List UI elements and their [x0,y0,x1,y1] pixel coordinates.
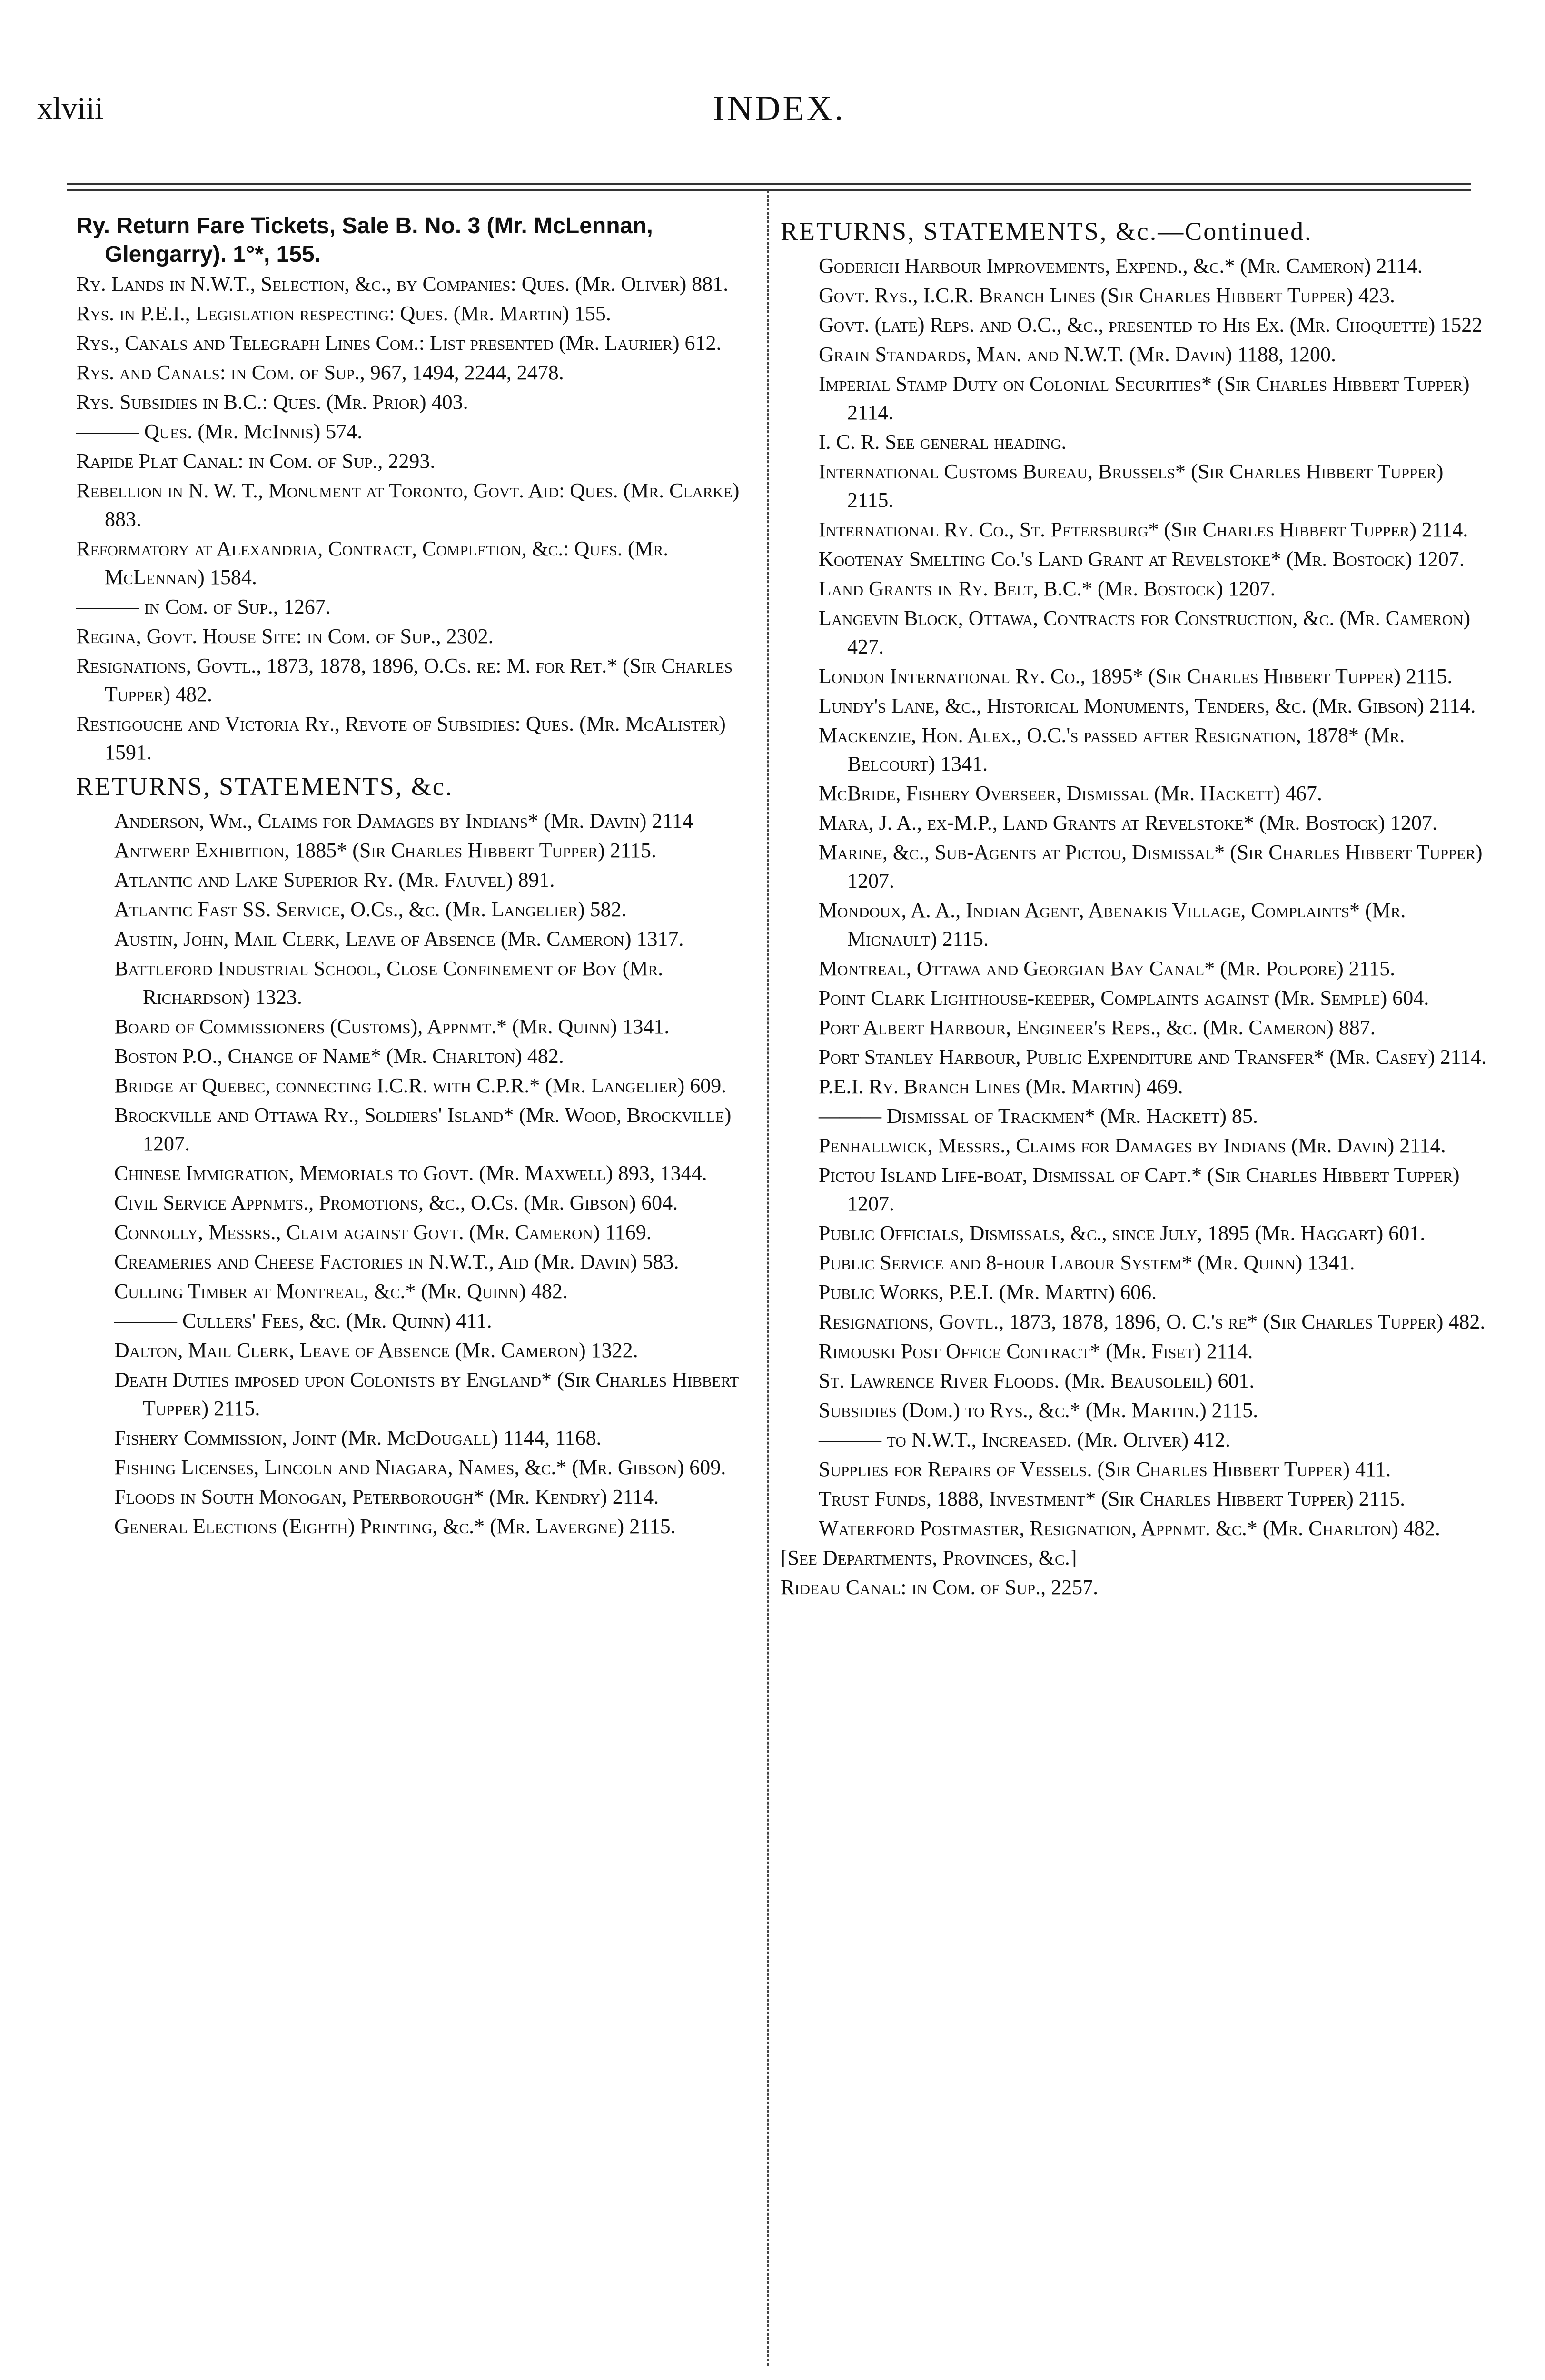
index-entry: Imperial Stamp Duty on Colonial Securities* (Sir Charles Hibbert Tupper) 2114. [819,372,1470,424]
index-entry: Rys. Subsidies in B.C.: Ques. (Mr. Prior) 403. [76,390,468,414]
index-entry: Lundy's Lane, &c., Historical Monuments, Tenders, &c. (Mr. Gibson) 2114. [819,694,1476,717]
index-entry: Civil Service Appnmts., Promotions, &c., O.Cs. (Mr. Gibson) 604. [114,1191,678,1214]
index-entry: Battleford Industrial School, Close Confinement of Boy (Mr. Richardson) 1323. [114,957,664,1009]
index-entry: Mondoux, A. A., Indian Agent, Abenakis Village, Complaints* (Mr. Mignault) 2115. [819,899,1406,951]
index-entry: Grain Standards, Man. and N.W.T. (Mr. Davin) 1188, 1200. [819,343,1336,366]
index-entry: Atlantic and Lake Superior Ry. (Mr. Fauvel) 891. [114,868,555,892]
index-entry: Waterford Postmaster, Resignation, Appnmt. &c.* (Mr. Charlton) 482. [819,1517,1440,1540]
page-title: INDEX. [713,89,846,128]
index-entry: Atlantic Fast SS. Service, O.Cs., &c. (Mr. Langelier) 582. [114,898,627,921]
index-entry: Reformatory at Alexandria, Contract, Completion, &c.: Ques. (Mr. McLennan) 1584. [76,537,669,589]
index-entry: Connolly, Messrs., Claim against Govt. (Mr. Cameron) 1169. [114,1220,652,1244]
page-number: xlviii [37,91,104,126]
index-entry: Montreal, Ottawa and Georgian Bay Canal* (Mr. Poupore) 2115. [819,957,1396,980]
index-entry: Brockville and Ottawa Ry., Soldiers' Island* (Mr. Wood, Brockville) 1207. [114,1103,732,1155]
index-entry: Restigouche and Victoria Ry., Revote of Subsidies: Ques. (Mr. McAlister) 1591. [76,712,726,764]
index-entry: Regina, Govt. House Site: in Com. of Sup., 2302. [76,625,494,648]
index-entry: Boston P.O., Change of Name* (Mr. Charlton) 482. [114,1044,564,1068]
index-entry: Mara, J. A., ex-M.P., Land Grants at Revelstoke* (Mr. Bostock) 1207. [819,811,1437,834]
index-entry: Land Grants in Ry. Belt, B.C.* (Mr. Bostock) 1207. [819,577,1276,600]
index-entry: St. Lawrence River Floods. (Mr. Beausoleil) 601. [819,1369,1255,1392]
header-rule [67,183,1471,185]
index-entry: Antwerp Exhibition, 1885* (Sir Charles Hibbert Tupper) 2115. [114,839,656,862]
index-entry: Goderich Harbour Improvements, Expend., &c.* (Mr. Cameron) 2114. [819,254,1423,278]
index-entry: Ry. Return Fare Tickets, Sale B. No. 3 (Mr. McLennan, Glengarry). 1°*, 155. [76,213,653,267]
index-entry: Dalton, Mail Clerk, Leave of Absence (Mr. Cameron) 1322. [114,1339,638,1362]
header-rule-2 [67,189,1471,191]
index-entry: Anderson, Wm., Claims for Damages by Indians* (Mr. Davin) 2114 [114,809,693,833]
index-entry: Rideau Canal: in Com. of Sup., 2257. [781,1576,1099,1599]
index-entry: Board of Commissioners (Customs), Appnmt.* (Mr. Quinn) 1341. [114,1015,670,1038]
index-entry: Langevin Block, Ottawa, Contracts for Construction, &c. (Mr. Cameron) 427. [819,606,1471,658]
index-entry: Creameries and Cheese Factories in N.W.T., Aid (Mr. Davin) 583. [114,1250,679,1273]
index-entry: Bridge at Quebec, connecting I.C.R. with C.P.R.* (Mr. Langelier) 609. [114,1074,727,1097]
index-entry: Death Duties imposed upon Colonists by England* (Sir Charles Hibbert Tupper) 2115. [114,1368,739,1420]
index-entry: International Customs Bureau, Brussels* (Sir Charles Hibbert Tupper) 2115. [819,460,1444,512]
index-entry: Mackenzie, Hon. Alex., O.C.'s passed after Resignation, 1878* (Mr. Belcourt) 1341. [819,724,1405,775]
section-heading: RETURNS, STATEMENTS, &c.—Continued. [781,217,1313,246]
index-entry: Marine, &c., Sub-Agents at Pictou, Dismissal* (Sir Charles Hibbert Tupper) 1207. [819,841,1483,892]
index-entry: Rys. in P.E.I., Legislation respecting: Ques. (Mr. Martin) 155. [76,302,611,325]
index-entry: ——— in Com. of Sup., 1267. [76,595,331,618]
section-heading: RETURNS, STATEMENTS, &c. [76,772,454,801]
index-entry: Govt. (late) Reps. and O.C., &c., presented to His Ex. (Mr. Choquette) 1522 [819,313,1483,337]
index-entry: Ry. Lands in N.W.T., Selection, &c., by Companies: Ques. (Mr. Oliver) 881. [76,272,729,296]
index-entry: McBride, Fishery Overseer, Dismissal (Mr. Hackett) 467. [819,782,1322,805]
index-entry: Austin, John, Mail Clerk, Leave of Absence (Mr. Cameron) 1317. [114,927,684,951]
index-entry: Supplies for Repairs of Vessels. (Sir Charles Hibbert Tupper) 411. [819,1458,1391,1481]
index-entry: Penhallwick, Messrs., Claims for Damages by Indians (Mr. Davin) 2114. [819,1134,1446,1157]
index-entry: Public Works, P.E.I. (Mr. Martin) 606. [819,1280,1157,1304]
index-entry: Culling Timber at Montreal, &c.* (Mr. Quinn) 482. [114,1279,568,1303]
index-entry: Public Service and 8-hour Labour System* (Mr. Quinn) 1341. [819,1251,1355,1274]
right-column [781,212,1490,1603]
index-entry: Trust Funds, 1888, Investment* (Sir Charles Hibbert Tupper) 2115. [819,1487,1406,1510]
index-entry: I. C. R. See general heading. [819,430,1067,454]
index-entry: Floods in South Monogan, Peterborough* (Mr. Kendry) 2114. [114,1485,659,1508]
index-entry: Rys. and Canals: in Com. of Sup., 967, 1494, 2244, 2478. [76,361,564,384]
index-entry: Fishery Commission, Joint (Mr. McDougall) 1144, 1168. [114,1426,602,1449]
index-entry: Public Officials, Dismissals, &c., since July, 1895 (Mr. Haggart) 601. [819,1221,1426,1245]
index-entry: Fishing Licenses, Lincoln and Niagara, Names, &c.* (Mr. Gibson) 609. [114,1456,726,1479]
index-entry: ——— Cullers' Fees, &c. (Mr. Quinn) 411. [114,1309,492,1332]
index-entry: [See Departments, Provinces, &c.] [781,1546,1077,1569]
index-entry: ——— Ques. (Mr. McInnis) 574. [76,420,363,443]
index-entry: Govt. Rys., I.C.R. Branch Lines (Sir Charles Hibbert Tupper) 423. [819,284,1395,307]
index-entry: Rebellion in N. W. T., Monument at Toronto, Govt. Aid: Ques. (Mr. Clarke) 883. [76,479,740,531]
index-entry: Subsidies (Dom.) to Rys., &c.* (Mr. Martin.) 2115. [819,1398,1258,1422]
index-entry: Port Stanley Harbour, Public Expenditure and Transfer* (Mr. Casey) 2114. [819,1045,1487,1069]
index-entry: London International Ry. Co., 1895* (Sir Charles Hibbert Tupper) 2115. [819,664,1453,688]
index-entry: Rys., Canals and Telegraph Lines Com.: List presented (Mr. Laurier) 612. [76,331,722,355]
index-entry: Resignations, Govtl., 1873, 1878, 1896, O. C.'s re* (Sir Charles Tupper) 482. [819,1310,1486,1333]
index-entry: ——— to N.W.T., Increased. (Mr. Oliver) 412. [819,1428,1231,1451]
index-entry: Rapide Plat Canal: in Com. of Sup., 2293. [76,449,436,473]
index-entry: ——— Dismissal of Trackmen* (Mr. Hackett) 85. [819,1104,1258,1128]
index-entry: P.E.I. Ry. Branch Lines (Mr. Martin) 469. [819,1075,1183,1098]
index-entry: Pictou Island Life-boat, Dismissal of Capt.* (Sir Charles Hibbert Tupper) 1207. [819,1163,1460,1215]
left-column [76,212,771,1542]
index-entry: International Ry. Co., St. Petersburg* (Sir Charles Hibbert Tupper) 2114. [819,518,1468,541]
index-entry: Point Clark Lighthouse-keeper, Complaints against (Mr. Semple) 604. [819,986,1429,1010]
index-entry: Kootenay Smelting Co.'s Land Grant at Revelstoke* (Mr. Bostock) 1207. [819,547,1465,571]
index-entry: Chinese Immigration, Memorials to Govt. (Mr. Maxwell) 893, 1344. [114,1161,707,1185]
index-entry: Resignations, Govtl., 1873, 1878, 1896, O.Cs. re: M. for Ret.* (Sir Charles Tupper) 482. [76,654,733,706]
index-entry: Rimouski Post Office Contract* (Mr. Fiset) 2114. [819,1339,1253,1363]
index-entry: General Elections (Eighth) Printing, &c.* (Mr. Lavergne) 2115. [114,1515,676,1538]
index-entry: Port Albert Harbour, Engineer's Reps., &c. (Mr. Cameron) 887. [819,1016,1376,1039]
